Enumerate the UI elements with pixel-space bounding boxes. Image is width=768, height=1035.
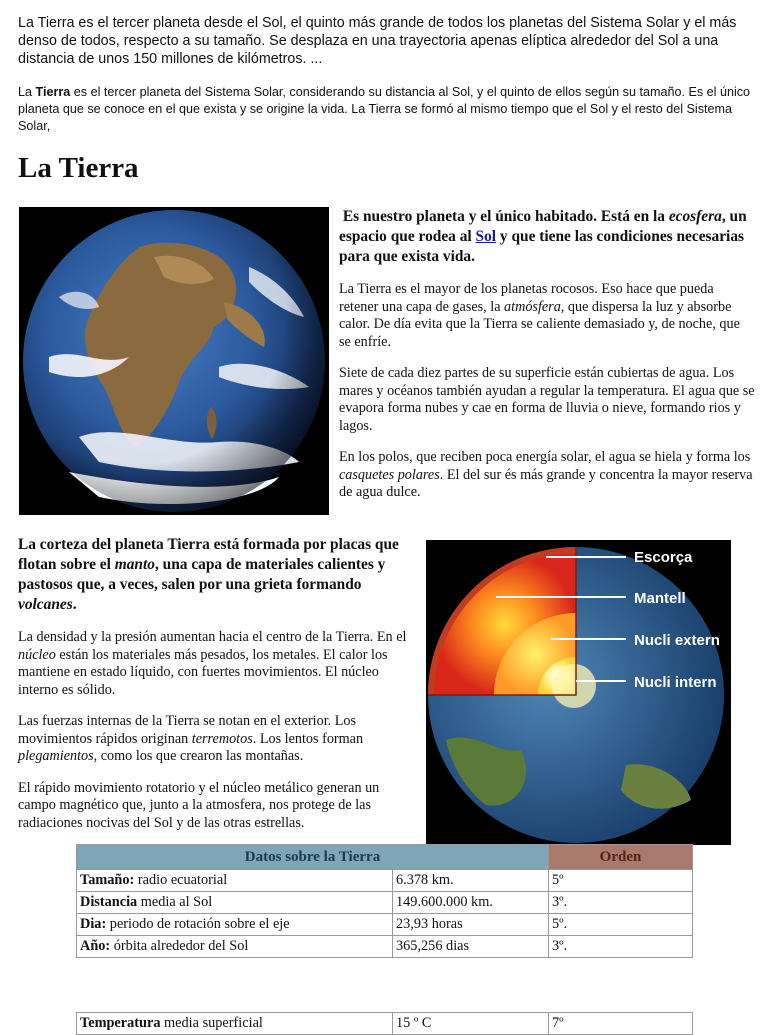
- row-desc: radio ecuatorial: [134, 872, 228, 888]
- table-row: [77, 892, 693, 914]
- row-label-cell: [77, 936, 393, 958]
- lead-paragraph-1: [339, 207, 755, 267]
- c2p1-text-a: La densidad y la presión aumentan hacia el centro de la Tierra. En el: [18, 629, 407, 645]
- lead2-emphasis-volcanes: volcanes: [18, 596, 73, 613]
- c2p2-text-c: , como los que crearon las montañas.: [93, 748, 304, 764]
- c2p2-emphasis-2: plegamientos: [18, 748, 94, 764]
- row-label: Año:: [80, 938, 111, 954]
- c2p2-emphasis-1: terremotos: [191, 730, 253, 747]
- p3-text-a: En los polos, que reciben poca energía solar, el agua se hiela y forma los: [339, 449, 751, 465]
- lead1-text-b: , un espacio que rodea al: [339, 208, 747, 245]
- paragraph-atmosphere: [339, 281, 755, 351]
- lead1-text-c: y que tiene las condiciones necesarias para que exista vida.: [339, 228, 745, 265]
- row-label-cell: [77, 914, 393, 936]
- row-label: Dia:: [80, 916, 107, 932]
- row-value: 23,93 horas: [393, 914, 549, 936]
- p1-emphasis: atmósfera: [504, 298, 561, 315]
- row-desc: media superficial: [160, 1015, 263, 1031]
- row-value: 149.600.000 km.: [393, 892, 549, 914]
- paragraph-magnetic-field: El rápido movimiento rotatorio y el núcleo metálico generan un campo magnético que, junto a la atmosfera, nos protege de las radiaciones nocivas del Sol y de las otras estrellas.: [18, 779, 380, 831]
- p1-text-b: , que dispersa la luz y absorbe calor. De día evita que la Tierra se caliente demasiado y, de noche, que se enfríe.: [339, 298, 740, 350]
- sol-link[interactable]: Sol: [475, 228, 497, 245]
- c2p2-text-a: Las fuerzas internas de la Tierra se notan en el exterior. Los movimientos rápidos originan: [18, 713, 357, 747]
- intro-p2-rest: es el tercer planeta del Sistema Solar, considerando su distancia al Sol, y el quinto de ellos según su tamaño. Es el único planeta que se conoce en el que exista y se origine la vida. La Tierra se formó al mismo tiempo que el Sol y el resto del Sistema Solar,: [18, 85, 751, 134]
- table-header-row: [77, 845, 693, 870]
- row-desc: periodo de rotación sobre el eje: [106, 916, 290, 932]
- table-header-main: Datos sobre la Tierra: [77, 845, 549, 870]
- paragraph-poles: [339, 449, 755, 502]
- p3-text-b: . El del sur és más grande y concentra la mayor reserva de agua dulce.: [339, 466, 753, 500]
- intro-column: [339, 207, 755, 502]
- lead-paragraph-2: [18, 535, 418, 615]
- earth-layers-diagram: [426, 540, 731, 845]
- c2p1-emphasis: núcleo: [18, 646, 56, 663]
- paragraph-water: Siete de cada diez partes de su superficie están cubiertas de agua. Los mares y océanos también ayudan a regular la temperatura. El agua que se evapora forma nubes y cae en forma de lluvia o nieve, formando rios y lagos.: [339, 365, 755, 434]
- lead2-text-b: , una capa de materiales calientes y pastosos que, a veces, salen por una grieta formando: [18, 556, 386, 593]
- intro-paragraph-1: La Tierra es el tercer planeta desde el Sol, el quinto más grande de todos los planetas del Sistema Solar y el más denso de todos, respecto a su tamaño. Se desplaza en una trayectoria apenas elíptica alrededor del Sol a una distancia de unos 150 millones de kilómetros. ...: [18, 15, 737, 68]
- c2p1-text-b: están los materiales más pesados, los metales. El calor los mantiene en estado líquido, con fuertes movimientos. El núcleo interno es sólido.: [18, 646, 388, 698]
- row-label: Tamaño:: [80, 872, 135, 888]
- lead1-text-a: Es nuestro planeta y el único habitado. Está en la: [342, 208, 669, 225]
- row-orden: 5º: [549, 870, 693, 892]
- intro-paragraph-2: [18, 84, 758, 136]
- paragraph-nucleus: [18, 629, 418, 699]
- earth-image: [19, 207, 329, 515]
- paragraph-internal-forces: [18, 713, 418, 766]
- row-label-cell: [77, 870, 393, 892]
- p3-emphasis: casquetes polares: [339, 466, 440, 483]
- label-escorca: Escorça: [634, 549, 693, 566]
- row-desc: media al Sol: [137, 894, 213, 910]
- row-value: 6.378 km.: [393, 870, 549, 892]
- lead2-emphasis-manto: manto: [114, 556, 155, 573]
- structure-column: [18, 535, 418, 832]
- intro-p2-start: La: [18, 85, 36, 99]
- row-label: Distancia: [80, 894, 138, 910]
- lead1-emphasis: ecosfera: [668, 208, 722, 225]
- intro-p2-bold: Tierra: [35, 85, 71, 99]
- lead2-text-a: La corteza del planeta Tierra está formada por placas que flotan sobre el: [18, 536, 399, 573]
- page-title: La Tierra: [18, 152, 139, 184]
- row-label-cell: [77, 892, 393, 914]
- lead2-text-c: .: [72, 596, 77, 613]
- row-desc: órbita alrededor del Sol: [110, 938, 249, 954]
- table-row: [77, 936, 693, 958]
- row-orden: 3º.: [549, 892, 693, 914]
- label-nucli-extern: Nucli extern: [634, 632, 720, 649]
- c2p2-text-b: . Los lentos forman: [252, 730, 364, 747]
- row-value: 15 º C: [393, 1013, 549, 1035]
- row-orden: 5º.: [549, 914, 693, 936]
- label-nucli-intern: Nucli intern: [634, 674, 717, 691]
- row-orden: 3º.: [549, 936, 693, 958]
- row-value: 365,256 dias: [393, 936, 549, 958]
- label-mantell: Mantell: [634, 590, 686, 607]
- row-label: Temperatura: [80, 1015, 161, 1031]
- row-orden: 7º: [549, 1013, 693, 1035]
- p1-text-a: La Tierra es el mayor de los planetas rocosos. Eso hace que pueda retener una capa de gases, la: [339, 281, 714, 315]
- table-row: [77, 870, 693, 892]
- table-row: [77, 914, 693, 936]
- earth-data-table: [76, 844, 693, 958]
- table-header-orden: Orden: [549, 845, 693, 870]
